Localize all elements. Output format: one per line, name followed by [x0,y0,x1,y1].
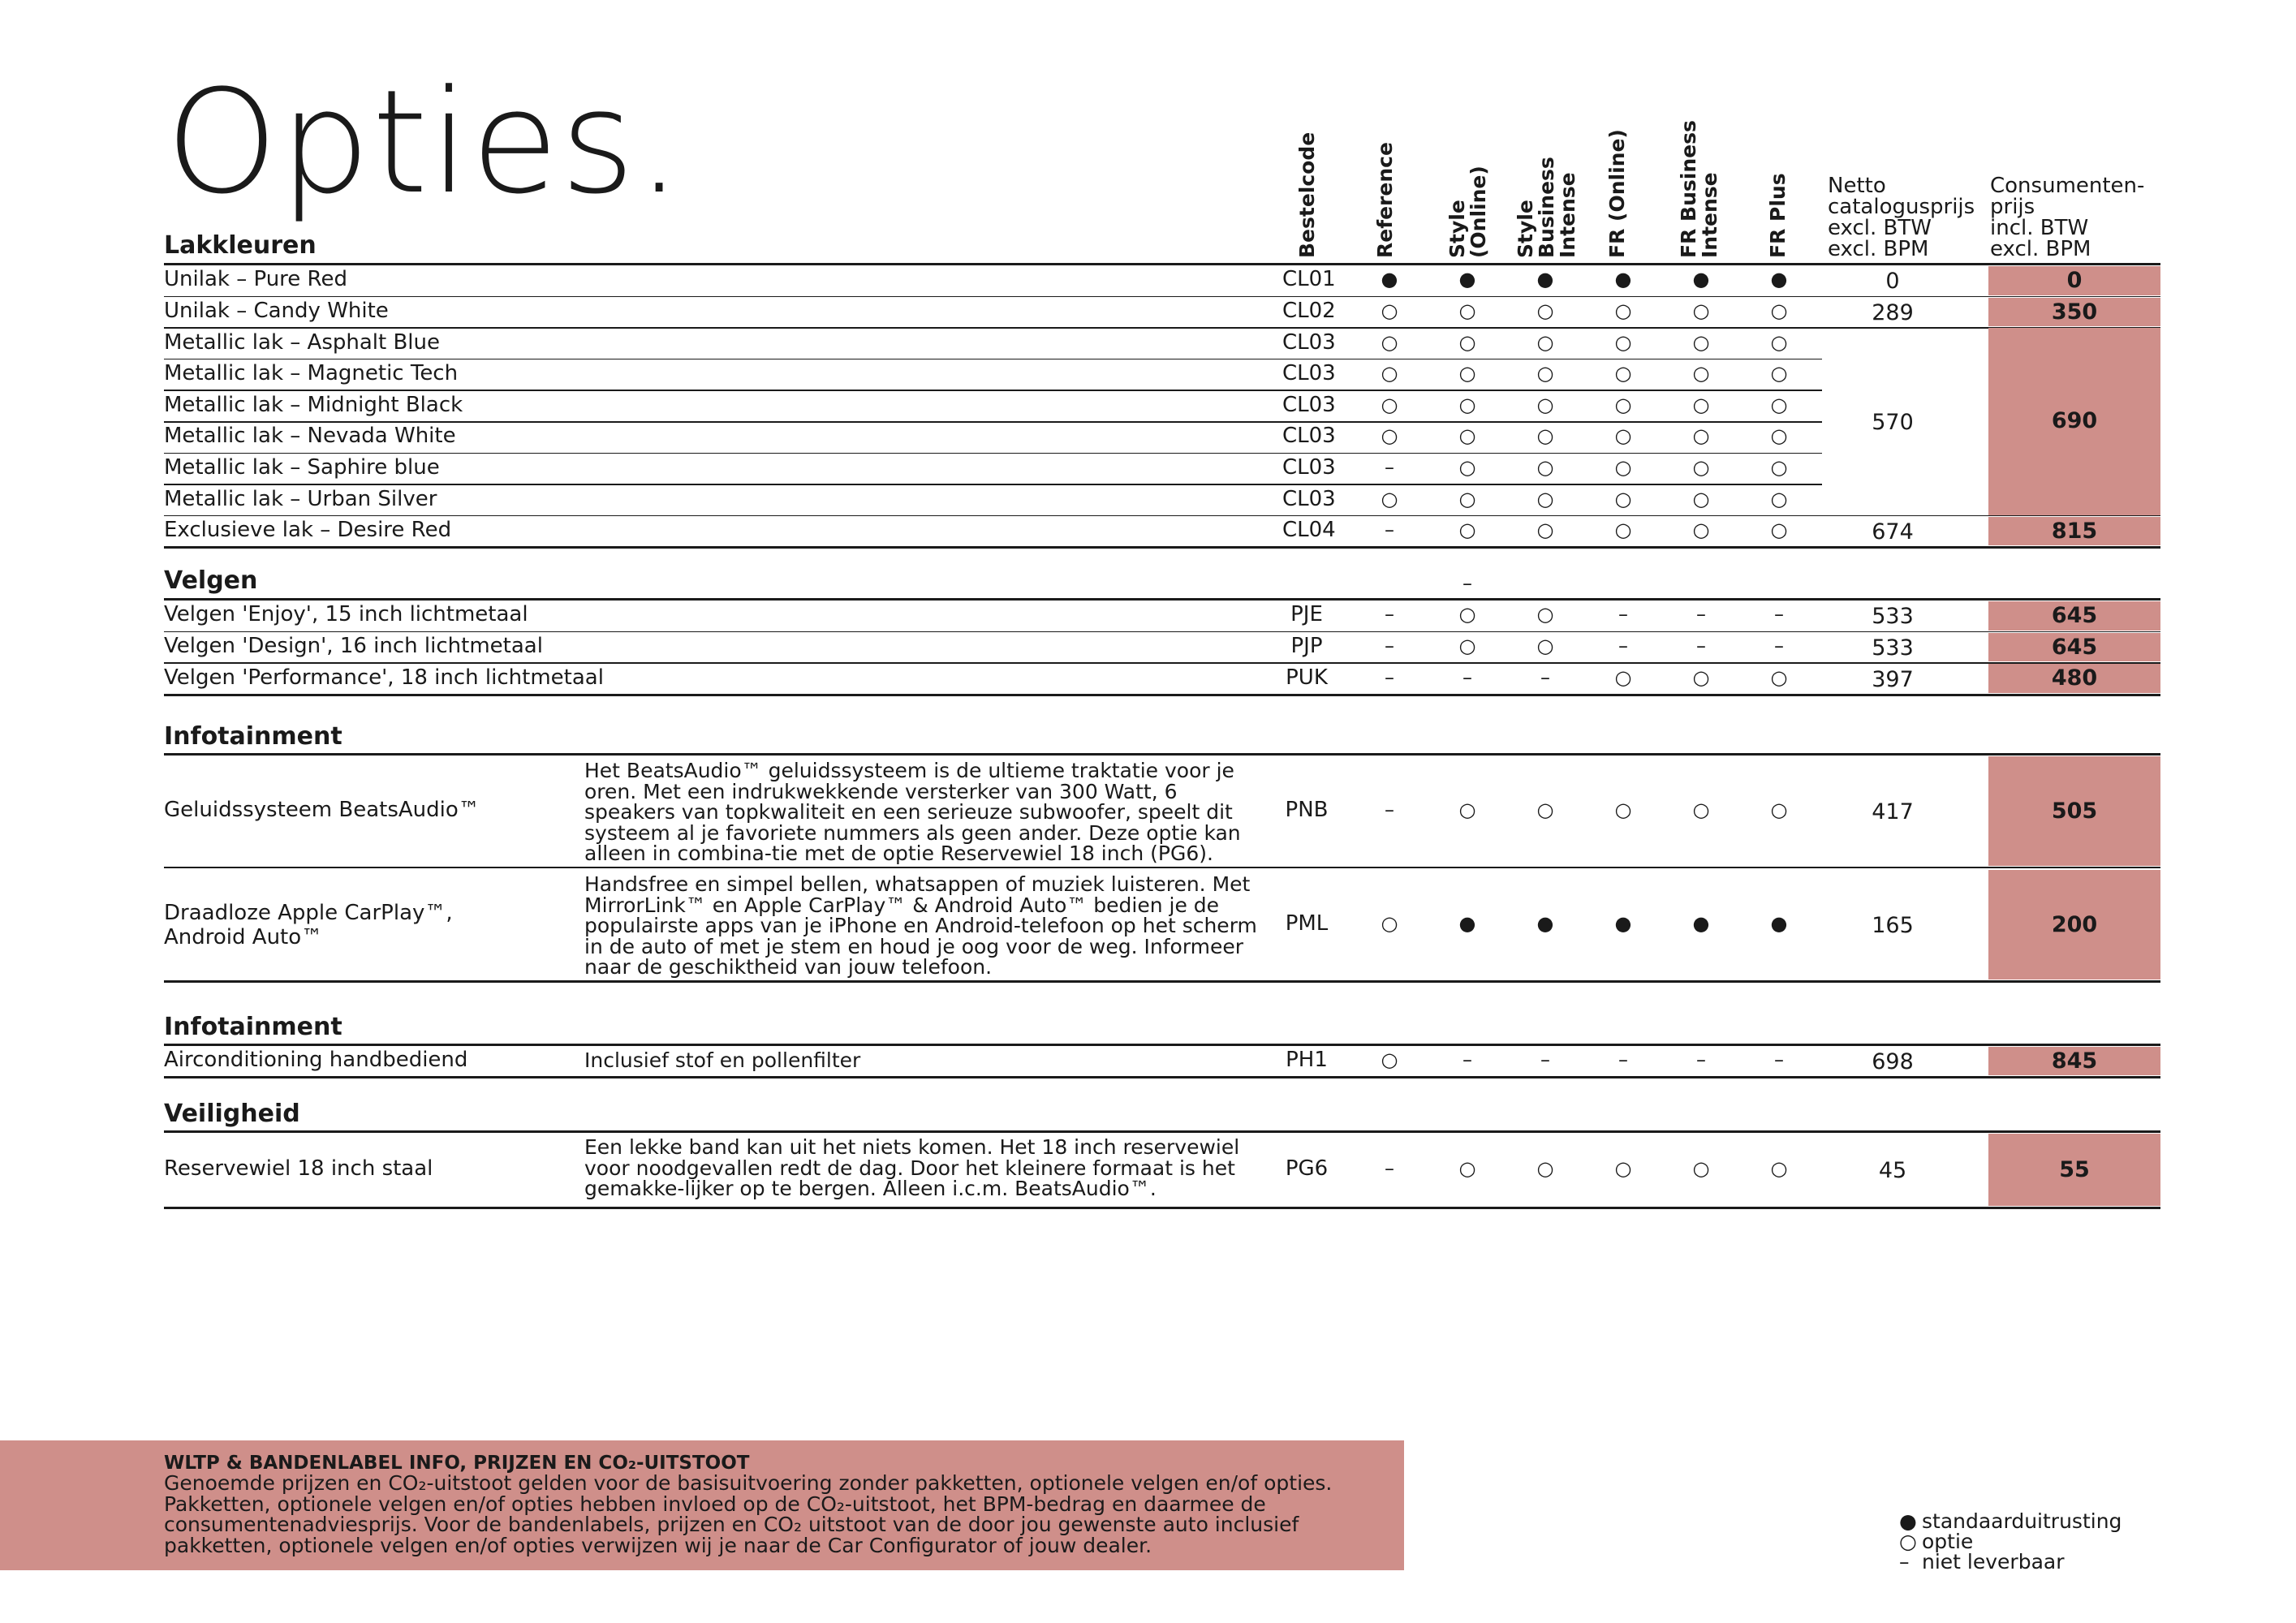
availability-opt: ○ [1614,330,1632,354]
column-header-line: excl. BPM [1828,237,1929,261]
availability-opt: ○ [1770,519,1788,542]
consumer-price: 645 [1988,601,2160,631]
column-header-line: Business [1535,157,1558,258]
availability-opt: ○ [1458,362,1476,385]
netto-price: 165 [1872,913,1914,938]
option-name: Airconditioning handbediend [164,1048,468,1072]
row-divider [164,296,2160,298]
availability-opt: ○ [1536,424,1554,448]
row-divider [164,263,2160,265]
availability-na: – [1385,1157,1394,1180]
availability-std: ● [1381,268,1398,291]
row-divider [164,327,2160,329]
availability-opt: ○ [1614,362,1632,385]
availability-na: – [1618,1048,1628,1071]
availability-std: ● [1770,912,1788,935]
column-header-line: excl. BPM [1990,237,2091,261]
availability-opt: ○ [1536,519,1554,542]
availability-opt: ○ [1381,362,1398,385]
availability-opt: ○ [1536,1157,1554,1180]
availability-opt: ○ [1614,665,1632,689]
order-code-text: PNB [1285,798,1329,822]
availability-std: ● [1536,912,1554,935]
column-header-line: Intense [1698,172,1721,258]
availability-opt: ○ [1458,393,1476,416]
availability-na: – [1774,603,1784,626]
availability-opt: ○ [1536,362,1554,385]
order-code-text: PJP [1290,633,1323,658]
order-code-text: PUK [1286,665,1328,690]
option-description: Handsfree en simpel bellen, whatsappen of muziek luisteren. Met MirrorLink™ en Apple CarPlay™ & Android Auto™ bedien je de populairste apps van je iPhone en Android-telefoon op het scherm in de auto of met je stem en houd je oog voor de weg. Informeer naar de geschiktheid van jouw telefoon. [584,872,1257,979]
row-divider [164,1076,2160,1078]
availability-opt: ○ [1614,799,1632,821]
availability-std: ● [1614,912,1632,935]
availability-opt: ○ [1458,455,1476,479]
netto-price: 417 [1872,799,1914,824]
column-header-line: Bestelcode [1295,131,1319,258]
order-code-text: CL01 [1282,267,1336,292]
column-header-style-online [1447,166,1489,258]
order-code-text: CL03 [1282,454,1336,480]
availability-std: ● [1536,268,1554,291]
order-code-text: CL04 [1282,518,1336,543]
availability-std: ● [1770,268,1788,291]
order-code-text: CL03 [1282,486,1336,511]
column-header-line: (Online) [1467,166,1490,258]
availability-opt: ○ [1692,299,1710,322]
option-name: Metallic lak – Magnetic Tech [164,361,459,386]
availability-opt: ○ [1614,424,1632,448]
availability-std: ● [1458,268,1476,291]
order-code-text: PG6 [1285,1156,1329,1181]
column-header-line: Intense [1556,172,1579,258]
consumer-price: 845 [1988,1047,2160,1075]
availability-na: – [1696,603,1706,626]
column-header-line: excl. BTW [1828,216,1932,240]
availability-opt: ○ [1381,393,1398,416]
availability-opt: ○ [1614,455,1632,479]
order-code-text: PH1 [1286,1048,1328,1072]
legend-symbol: ○ [1899,1530,1917,1553]
column-header-line: Consumenten- [1990,174,2145,198]
row-divider [164,515,2160,517]
availability-opt: ○ [1381,487,1398,510]
availability-opt: ○ [1692,1157,1710,1180]
availability-na: – [1540,1048,1550,1071]
section-title: Veiligheid [164,1100,300,1128]
legend-label: niet leverbaar [1922,1550,2065,1573]
netto-price: 289 [1872,299,1914,325]
availability-opt: ○ [1458,330,1476,354]
netto-price: 698 [1872,1049,1914,1074]
legend-item [1899,1511,2122,1531]
row-divider [164,694,2160,696]
order-code-text: CL02 [1282,298,1336,323]
consumer-price: 480 [1988,664,2160,693]
availability-opt: ○ [1458,299,1476,322]
netto-price: 533 [1872,604,1914,630]
row-divider [164,546,2160,549]
option-description: Het BeatsAudio™ geluidssysteem is de ultieme traktatie voor je oren. Met een indrukwekkende versterker van 300 Watt, 6 speakers van topkwaliteit en een serieuze subwoofer, speelt dit systeem al je favoriete nummers als geen ander. Deze optie kan alleen in combina-tie met de optie Reservewiel 18 inch (PG6). [584,759,1241,865]
column-header-line: FR Plus [1766,173,1790,258]
availability-opt: ○ [1381,912,1398,935]
row-divider [164,1044,2160,1046]
consumer-price: 55 [1988,1134,2160,1206]
availability-opt: ○ [1458,424,1476,448]
column-header-reference [1375,142,1396,258]
section-title: Infotainment [164,1013,342,1041]
option-name: Velgen 'Design', 16 inch lichtmetaal [164,633,543,658]
availability-opt: ○ [1536,634,1554,657]
availability-opt: ○ [1536,487,1554,510]
availability-opt: ○ [1770,799,1788,821]
order-code-text: CL03 [1282,361,1336,386]
availability-opt: ○ [1692,519,1710,542]
option-name: Unilak – Candy White [164,298,389,323]
availability-std: ● [1692,268,1710,291]
option-description: Inclusief stof en pollenfilter [584,1048,861,1072]
row-divider [164,662,2160,664]
availability-na: – [1385,519,1394,542]
availability-na: – [1696,1048,1706,1071]
row-divider [164,598,2160,601]
availability-std: ● [1692,912,1710,935]
section-title: Infotainment [164,722,342,751]
availability-opt: ○ [1614,1157,1632,1180]
availability-opt: ○ [1770,424,1788,448]
column-header-line: catalogusprijs [1828,195,1975,219]
availability-std: ● [1614,268,1632,291]
availability-na: – [1462,665,1472,689]
column-header-style-business [1515,157,1579,258]
note-body: Genoemde prijzen en CO₂-uitstoot gelden voor de basisuitvoering zonder pakketten, optionele velgen en/of opties. Pakketten, optionele velgen en/of opties hebben invloed op de CO₂-uitstoot, het BPM-bedrag en daarmee de consumentenadviesprijs. Voor de bandenlabels, prijzen en CO₂ uitstoot van de door jou gewenste auto inclusief pakketten, optionele velgen en/of opties verwijzen wij je naar de Car Configurator of jouw dealer. [164,1471,1333,1557]
availability-opt: ○ [1458,519,1476,542]
row-divider [164,980,2160,983]
legend-label: optie [1922,1530,1974,1553]
option-name: Unilak – Pure Red [164,267,347,292]
availability-opt: ○ [1458,1157,1476,1180]
availability-opt: ○ [1770,1157,1788,1180]
availability-na: – [1385,603,1394,626]
availability-na: – [1618,634,1628,657]
availability-opt: ○ [1381,299,1398,322]
consumer-price: 505 [1988,756,2160,866]
option-name: Geluidssysteem BeatsAudio™ [164,798,480,822]
option-name: Metallic lak – Urban Silver [164,486,437,511]
availability-na: – [1540,665,1550,689]
column-header-bestelcode [1297,132,1318,258]
row-divider [164,753,2160,756]
availability-opt: ○ [1692,424,1710,448]
option-name-line: Android Auto™ [164,925,323,949]
legend-symbol: ● [1899,1509,1917,1533]
section-title: Lakkleuren [164,231,317,260]
column-header-netto [1828,175,1975,260]
netto-price: 674 [1872,519,1914,545]
column-header-consument [1990,175,2144,260]
column-header-line: FR Business [1677,120,1700,258]
option-name: Metallic lak – Nevada White [164,424,456,449]
availability-opt: ○ [1536,393,1554,416]
availability-na: – [1462,1048,1472,1071]
consumer-price: 350 [1988,298,2160,327]
availability-opt: ○ [1692,362,1710,385]
legend-label: standaarduitrusting [1922,1509,2122,1533]
column-header-line: prijs [1990,195,2035,219]
availability-opt: ○ [1381,330,1398,354]
row-divider [164,453,1822,454]
legend-item [1899,1531,1973,1552]
availability-na: – [1385,665,1394,689]
legend-symbol: – [1899,1550,1910,1573]
header-mark: – [1462,572,1472,595]
column-header-line: Netto [1828,174,1886,198]
availability-opt: ○ [1614,393,1632,416]
availability-na: – [1618,603,1628,626]
availability-opt: ○ [1770,393,1788,416]
availability-opt: ○ [1536,603,1554,626]
column-header-fr-online [1607,129,1628,258]
consumer-price: 690 [1988,328,2160,515]
note-title: WLTP & BANDENLABEL INFO, PRIJZEN EN CO₂-UITSTOOT [164,1453,750,1474]
availability-opt: ○ [1692,799,1710,821]
availability-opt: ○ [1770,455,1788,479]
availability-opt: ○ [1536,455,1554,479]
availability-opt: ○ [1458,634,1476,657]
netto-price: 0 [1885,269,1900,295]
consumer-price: 815 [1988,517,2160,546]
row-divider [164,631,2160,633]
availability-std: ● [1458,912,1476,935]
availability-na: – [1774,634,1784,657]
availability-na: – [1696,634,1706,657]
consumer-price: 200 [1988,870,2160,979]
availability-opt: ○ [1614,299,1632,322]
option-name: Metallic lak – Saphire blue [164,454,440,480]
availability-opt: ○ [1536,299,1554,322]
row-divider [164,359,1822,360]
netto-price: 533 [1872,635,1914,661]
option-name: Velgen 'Performance', 18 inch lichtmetaal [164,665,604,690]
column-header-line: FR (Online) [1605,129,1629,258]
order-code-text: CL03 [1282,392,1336,417]
column-header-line: Reference [1373,142,1397,258]
order-code-text: CL03 [1282,329,1336,355]
column-header-line: Style [1445,200,1469,258]
availability-opt: ○ [1381,424,1398,448]
availability-opt: ○ [1770,665,1788,689]
order-code-text: CL03 [1282,424,1336,449]
availability-opt: ○ [1692,455,1710,479]
option-description: Een lekke band kan uit het niets komen. Het 18 inch reservewiel voor noodgevallen redt de dag. Door het kleinere formaat is het gemakke-lijker op te bergen. Alleen i.c.m. BeatsAudio™. [584,1135,1240,1200]
row-divider [164,867,2160,868]
availability-opt: ○ [1614,519,1632,542]
section-title: Velgen [164,566,258,595]
netto-price: 397 [1872,666,1914,692]
availability-na: – [1385,634,1394,657]
availability-opt: ○ [1770,487,1788,510]
column-header-line: Style [1514,200,1537,258]
netto-price: 570 [1872,410,1914,435]
option-name: Reservewiel 18 inch staal [164,1156,433,1181]
availability-na: – [1774,1048,1784,1071]
availability-opt: ○ [1692,487,1710,510]
consumer-price: 0 [1988,266,2160,295]
availability-opt: ○ [1692,665,1710,689]
column-header-line: incl. BTW [1990,216,2089,240]
availability-opt: ○ [1770,330,1788,354]
availability-na: – [1385,455,1394,479]
availability-opt: ○ [1458,603,1476,626]
row-divider [164,484,1822,485]
availability-opt: ○ [1770,362,1788,385]
availability-opt: ○ [1536,799,1554,821]
row-divider [164,421,1822,423]
availability-opt: ○ [1692,393,1710,416]
availability-opt: ○ [1536,330,1554,354]
option-name: Metallic lak – Midnight Black [164,392,463,417]
option-name: Exclusieve lak – Desire Red [164,518,452,543]
availability-opt: ○ [1692,330,1710,354]
page-title: Opties. [166,59,684,226]
availability-opt: ○ [1770,299,1788,322]
column-header-fr-plus [1768,173,1789,258]
order-code-text: PJE [1290,602,1323,627]
option-name [164,901,453,949]
row-divider [164,390,1822,391]
availability-opt: ○ [1614,487,1632,510]
option-name: Metallic lak – Asphalt Blue [164,329,440,355]
legend-item [1899,1552,2065,1572]
option-name-line: Draadloze Apple CarPlay™, [164,901,453,925]
row-divider [164,1207,2160,1209]
column-header-fr-business [1678,120,1721,258]
availability-opt: ○ [1381,1048,1398,1071]
option-name: Velgen 'Enjoy', 15 inch lichtmetaal [164,602,528,627]
availability-opt: ○ [1458,487,1476,510]
consumer-price: 645 [1988,633,2160,662]
order-code-text: PML [1285,911,1329,936]
availability-opt: ○ [1458,799,1476,821]
netto-price: 45 [1878,1158,1907,1183]
availability-na: – [1385,799,1394,821]
row-divider [164,1130,2160,1133]
